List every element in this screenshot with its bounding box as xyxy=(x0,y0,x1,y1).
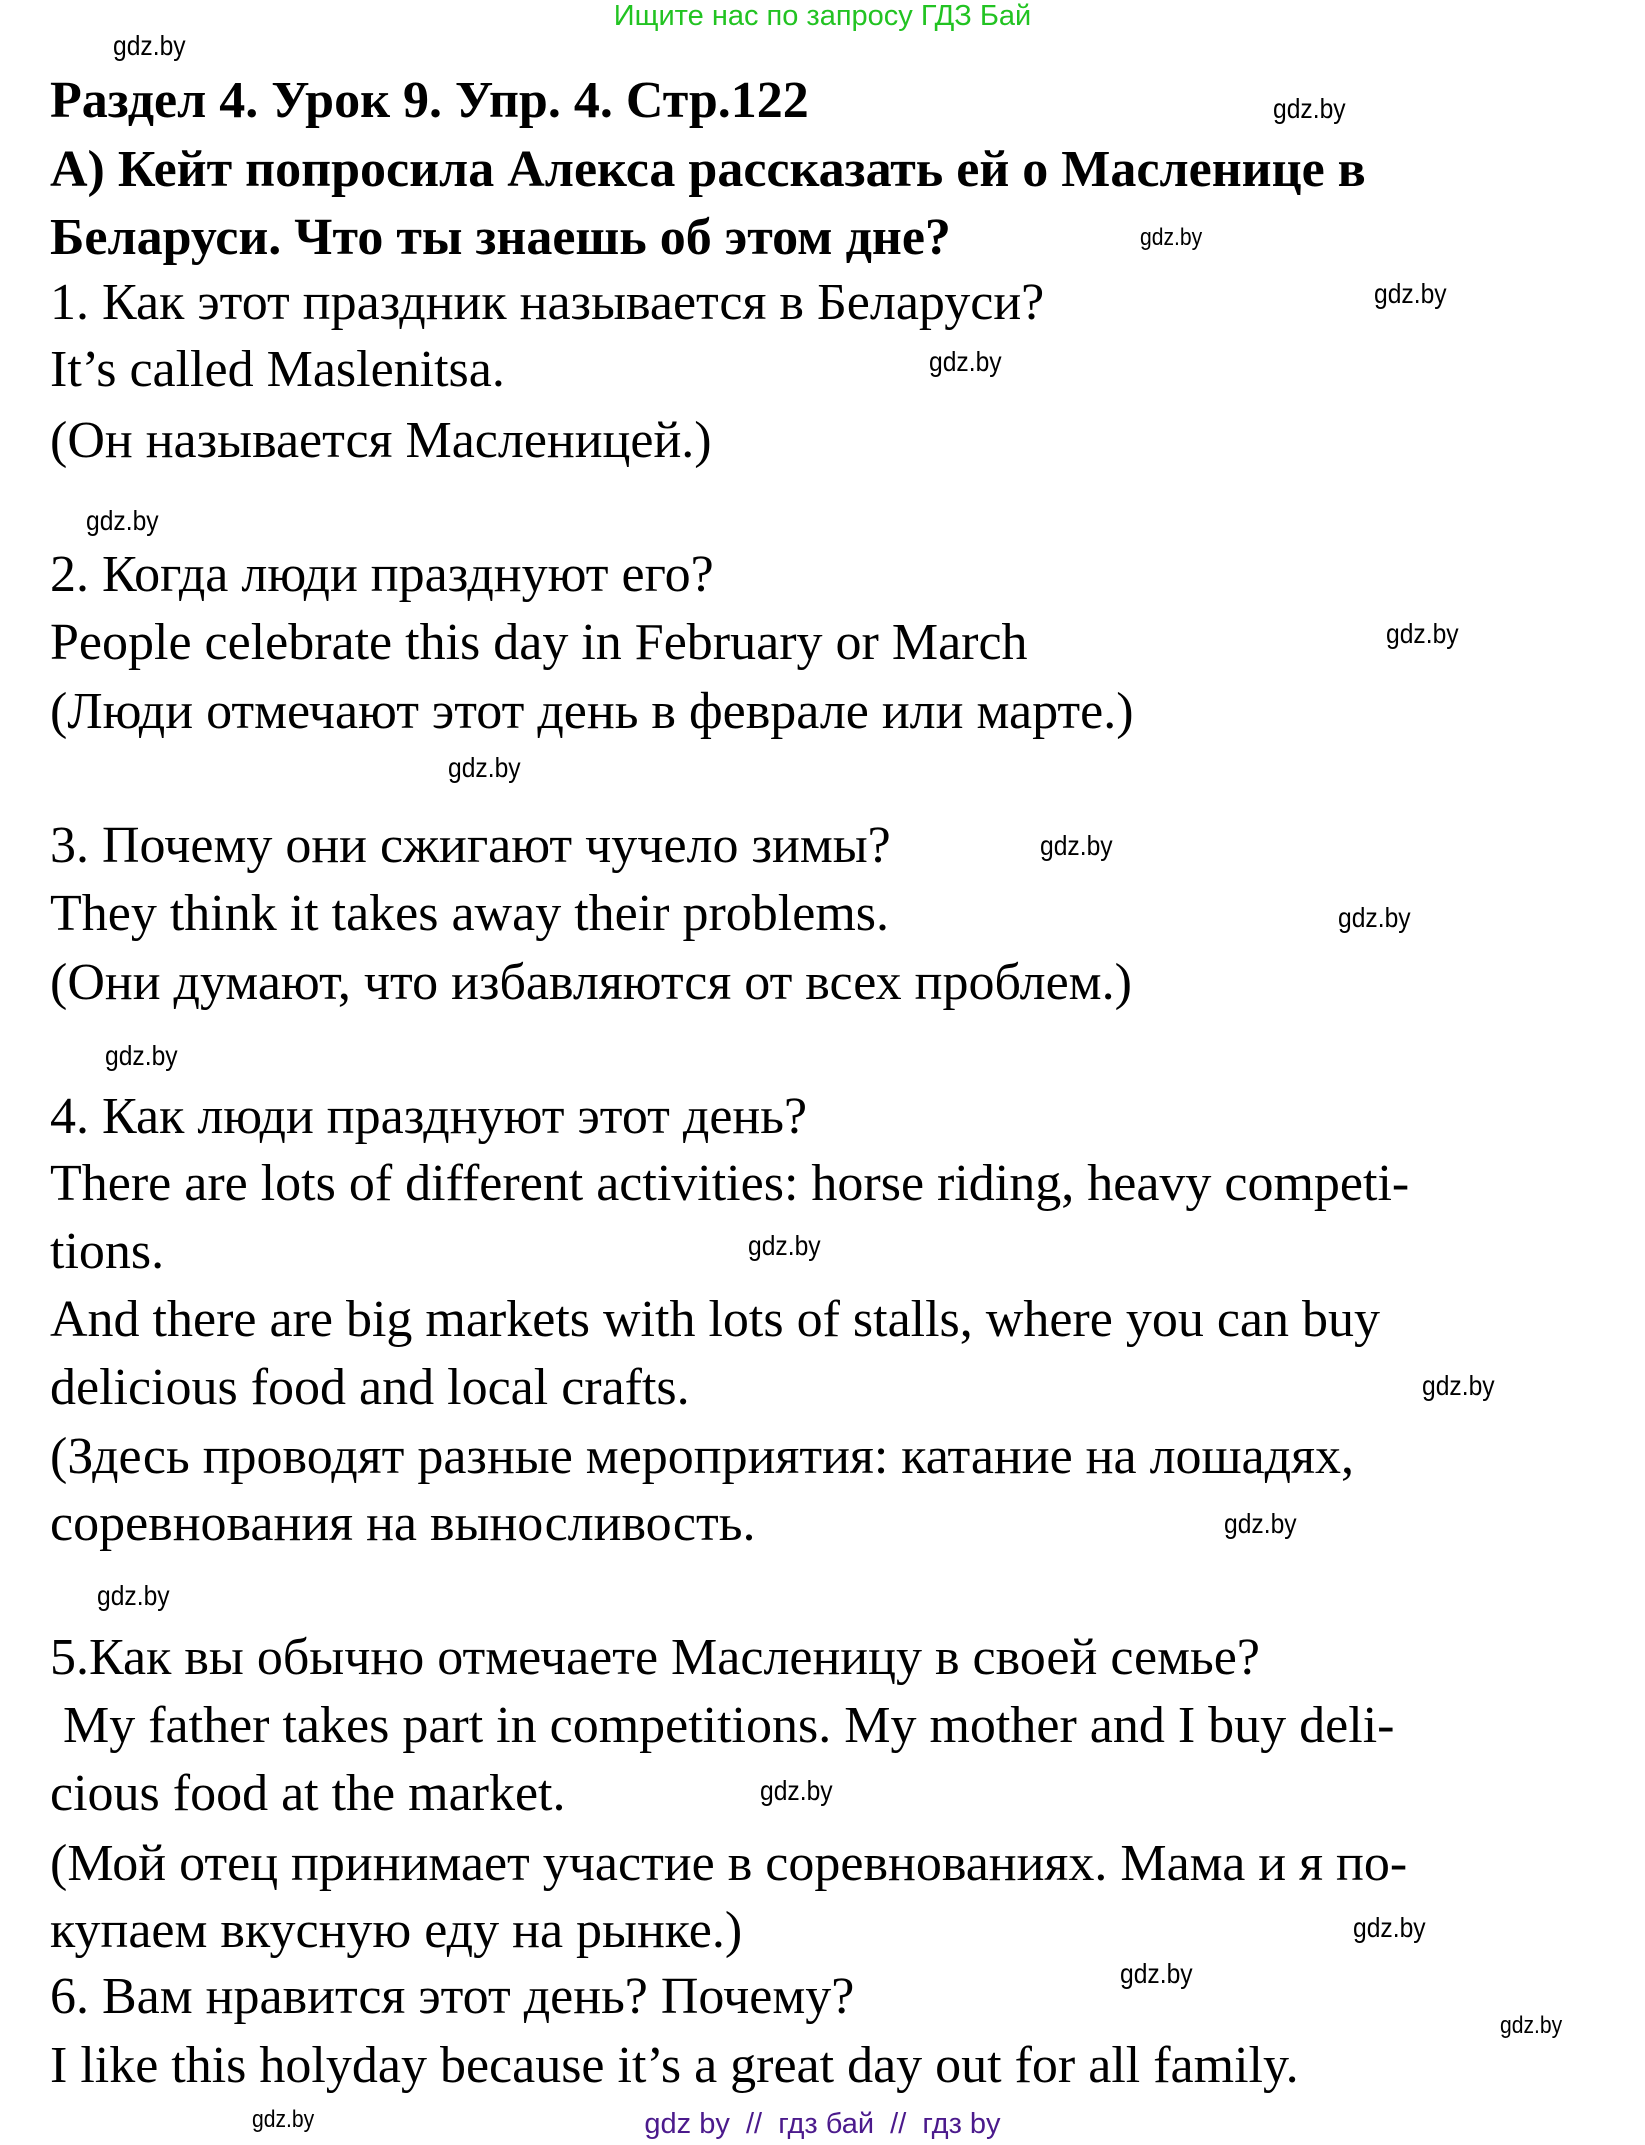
watermark: gdz.by xyxy=(1224,1508,1297,1539)
watermark: gdz.by xyxy=(1386,618,1459,649)
translation-1: (Он называется Масленицей.) xyxy=(50,412,712,469)
watermark: gdz.by xyxy=(105,1040,178,1071)
watermark: gdz.by xyxy=(448,752,521,783)
answer-4: There are lots of different activities: horse riding, heavy competi- xyxy=(50,1155,1410,1212)
answer-1: It’s called Maslenitsa. xyxy=(50,341,505,398)
task-line: Беларуси. Что ты знаешь об этом дне? xyxy=(50,209,951,266)
page-title: Раздел 4. Урок 9. Упр. 4. Стр.122 xyxy=(50,72,809,129)
translation-3: (Они думают, что избавляются от всех проблем.) xyxy=(50,954,1132,1011)
answer-4: tions. xyxy=(50,1223,165,1280)
question-3: 3. Почему они сжигают чучело зимы? xyxy=(50,817,891,874)
answer-4: delicious food and local crafts. xyxy=(50,1359,690,1416)
watermark: gdz.by xyxy=(113,30,186,61)
watermark: gdz.by xyxy=(929,346,1002,377)
answer-5: My father takes part in competitions. My mother and I buy deli- xyxy=(50,1697,1395,1754)
question-6: 6. Вам нравится этот день? Почему? xyxy=(50,1968,855,2025)
translation-2: (Люди отмечают этот день в феврале или марте.) xyxy=(50,683,1134,740)
watermark: gdz.by xyxy=(1353,1912,1426,1943)
task-line: А) Кейт попросила Алекса рассказать ей о Масленице в xyxy=(50,141,1366,198)
answer-3: They think it takes away their problems. xyxy=(50,885,890,942)
watermark: gdz.by xyxy=(86,505,159,536)
watermark: gdz.by xyxy=(1374,278,1447,309)
answer-4: And there are big markets with lots of stalls, where you can buy xyxy=(50,1291,1380,1348)
answer-5: cious food at the market. xyxy=(50,1765,566,1822)
footer-banner: gdz by // гдз бай // гдз by xyxy=(644,2108,1001,2140)
translation-4: (Здесь проводят разные мероприятия: катание на лошадях, xyxy=(50,1428,1355,1485)
translation-5: (Мой отец принимает участие в соревнованиях. Мама и я по- xyxy=(50,1835,1408,1892)
question-5: 5.Как вы обычно отмечаете Масленицу в своей семье? xyxy=(50,1629,1260,1686)
watermark: gdz.by xyxy=(1273,93,1346,124)
question-4: 4. Как люди празднуют этот день? xyxy=(50,1088,808,1145)
translation-4: соревнования на выносливость. xyxy=(50,1495,756,1552)
watermark: gdz.by xyxy=(1040,830,1113,861)
watermark: gdz.by xyxy=(1422,1370,1495,1401)
watermark: gdz.by xyxy=(1120,1958,1193,1989)
header-banner: Ищите нас по запросу ГДЗ Бай xyxy=(613,0,1032,32)
question-2: 2. Когда люди празднуют его? xyxy=(50,546,714,603)
question-1: 1. Как этот праздник называется в Беларуси? xyxy=(50,274,1045,331)
watermark: gdz.by xyxy=(97,1580,170,1611)
translation-5: купаем вкусную еду на рынке.) xyxy=(50,1902,743,1959)
watermark: gdz.by xyxy=(748,1230,821,1261)
answer-6: I like this holyday because it’s a great day out for all family. xyxy=(50,2037,1299,2094)
watermark: gdz.by xyxy=(252,2106,315,2133)
watermark: gdz.by xyxy=(1338,902,1411,933)
watermark: gdz.by xyxy=(1140,224,1203,251)
watermark: gdz.by xyxy=(760,1775,833,1806)
answer-2: People celebrate this day in February or March xyxy=(50,614,1028,671)
watermark: gdz.by xyxy=(1500,2012,1563,2039)
